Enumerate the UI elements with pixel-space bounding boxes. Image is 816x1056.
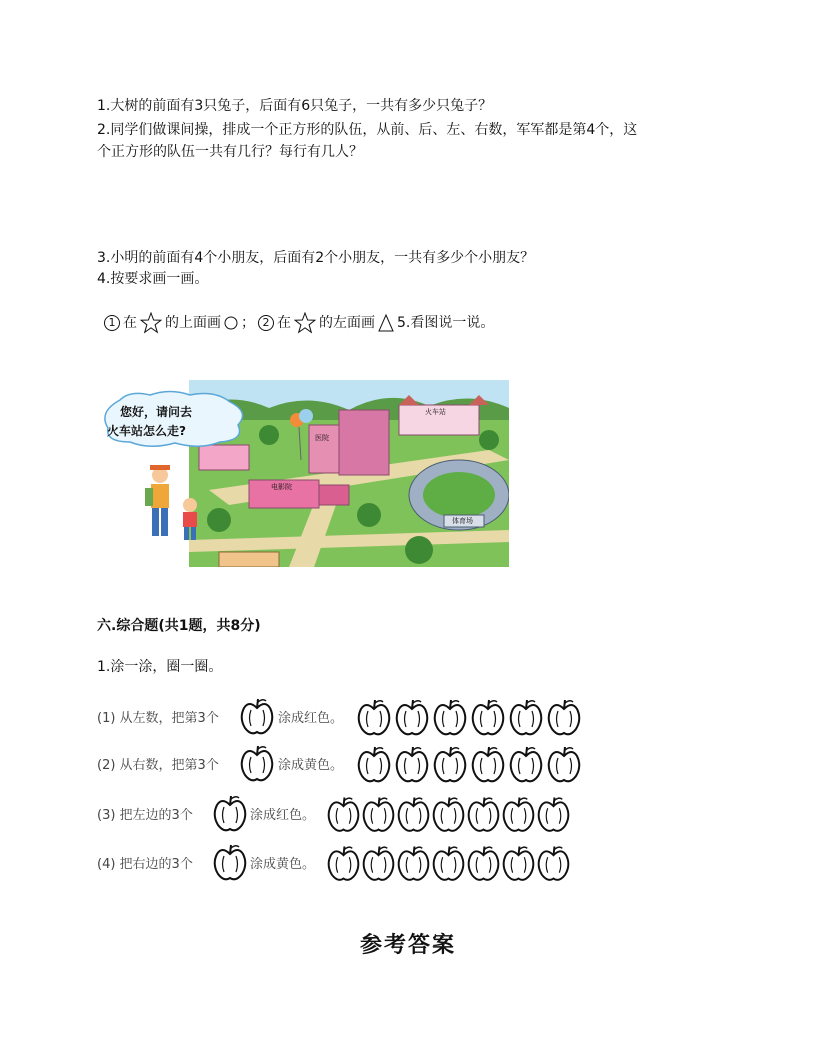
apple-icon [239,695,275,737]
instruction-text: 在 [123,315,137,331]
apple-icon[interactable] [361,843,396,883]
apple-icon[interactable] [546,697,582,737]
exercise-instruction-suffix: 涂成黄色。 [278,758,344,773]
circled-number-1: 1 [104,315,120,331]
apple-icon[interactable] [536,843,571,883]
apple-icon[interactable] [470,697,506,737]
children-figure [140,460,210,545]
apple-icon[interactable] [356,744,392,784]
question-4-instruction [104,312,494,334]
exercise-instruction: (1) 从左数，把第3个 [97,711,219,726]
exercise-instruction: (3) 把左边的3个 [97,808,193,823]
exercise-instruction: (2) 从右数，把第3个 [97,758,219,773]
star-icon [140,312,162,334]
apple-icon[interactable] [536,794,571,834]
apple-icon [212,841,248,883]
apple-icon[interactable] [326,794,361,834]
instruction-text: 的左面画 [319,315,375,331]
apple-icon [212,792,248,834]
instruction-separator: ； [241,315,255,331]
apple-icon[interactable] [396,794,431,834]
section-6-title: 六.综合题(共1题，共8分) [97,618,261,634]
apple-icon[interactable] [546,744,582,784]
answers-title: 参考答案 [360,932,457,958]
question-1: 1.大树的前面有3只兔子，后面有6只兔子，一共有多少只兔子？ [97,98,493,114]
exercise-instruction-suffix: 涂成红色。 [278,711,344,726]
apple-icon[interactable] [394,697,430,737]
apple-icon[interactable] [432,697,468,737]
section-6-question-1: 1.涂一涂，圈一圈。 [97,659,223,675]
sign-hospital: 医院 [315,434,329,442]
instruction-text: 的上面画 [165,315,221,331]
bubble-line-1: 您好，请问去 [120,405,193,419]
apple-icon[interactable] [470,744,506,784]
apple-icon[interactable] [508,697,544,737]
apple-row [356,744,582,784]
sign-cinema: 电影院 [271,483,292,491]
apple-row [326,794,571,834]
question-2-line-1: 2.同学们做课间操，排成一个正方形的队伍，从前、后、左、右数，军军都是第4个，这 [97,122,638,138]
question-3: 3.小明的前面有4个小朋友，后面有2个小朋友，一共有多少个小朋友？ [97,250,535,266]
apple-icon[interactable] [431,794,466,834]
sign-station: 火车站 [425,408,446,416]
apple-icon[interactable] [361,794,396,834]
question-4: 4.按要求画一画。 [97,271,209,287]
exercise-instruction-suffix: 涂成黄色。 [250,857,316,872]
apple-icon[interactable] [394,744,430,784]
exercise-instruction-suffix: 涂成红色。 [250,808,316,823]
apple-icon[interactable] [508,744,544,784]
exercise-instruction: (4) 把右边的3个 [97,857,193,872]
apple-icon[interactable] [501,794,536,834]
apple-icon [239,742,275,784]
sign-stadium: 体育场 [452,517,473,525]
circle-shape-icon [224,316,238,330]
star-icon [294,312,316,334]
apple-row [326,843,571,883]
apple-icon[interactable] [466,843,501,883]
apple-icon[interactable] [396,843,431,883]
apple-icon[interactable] [432,744,468,784]
bubble-line-2: 火车站怎么走? [107,424,186,438]
apple-icon[interactable] [466,794,501,834]
question-5: 5.看图说一说。 [397,315,495,331]
apple-icon[interactable] [356,697,392,737]
triangle-shape-icon [378,313,394,333]
instruction-text: 在 [277,315,291,331]
apple-icon[interactable] [326,843,361,883]
apple-icon[interactable] [501,843,536,883]
circled-number-2: 2 [258,315,274,331]
apple-icon[interactable] [431,843,466,883]
speech-bubble [100,390,250,454]
question-2-line-2: 个正方形的队伍一共有几行？每行有几人？ [97,144,363,160]
apple-row [356,697,582,737]
